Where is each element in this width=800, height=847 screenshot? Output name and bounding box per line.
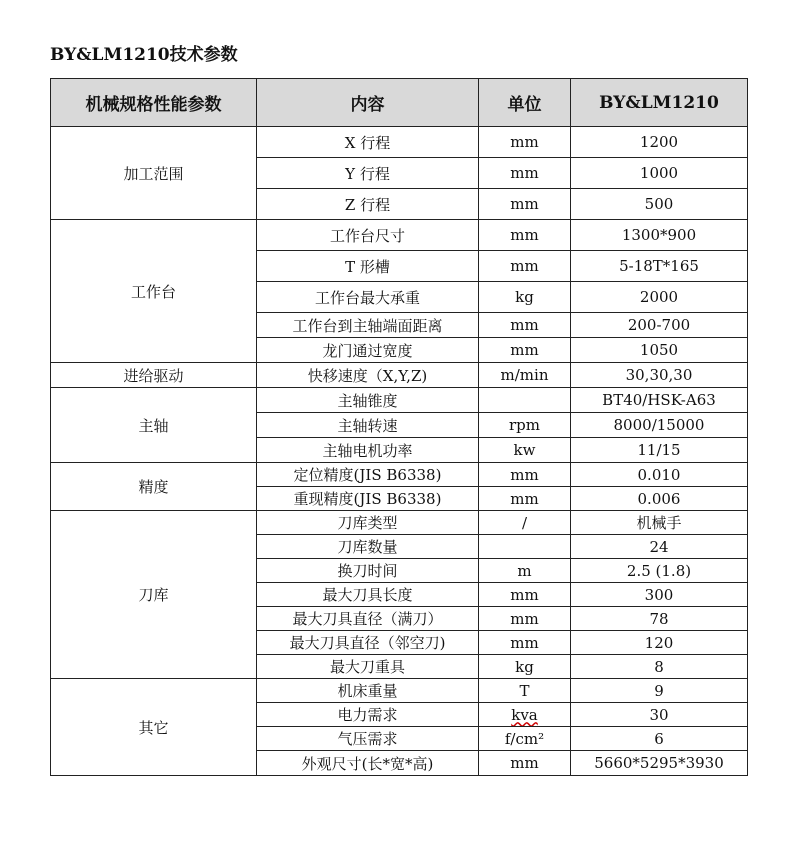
content-cell (257, 583, 479, 607)
value-cell (571, 727, 748, 751)
content-cell (257, 251, 479, 282)
content-cell (257, 535, 479, 559)
value-cell (571, 487, 748, 511)
category-cell: 其它 (51, 679, 257, 776)
value-cell (571, 127, 748, 158)
table-body (51, 127, 748, 776)
value-cell (571, 583, 748, 607)
unit-cell (479, 388, 571, 413)
value-cell-text: 9 (654, 681, 664, 700)
unit-cell-text: mm (510, 164, 539, 182)
value-cell (571, 363, 748, 388)
content-cell-text: 最大刀具长度 (322, 586, 413, 604)
value-cell (571, 607, 748, 631)
content-cell (257, 220, 479, 251)
value-cell-text: 2000 (639, 288, 679, 306)
unit-cell (479, 727, 571, 751)
value-cell-text: 11/15 (637, 441, 681, 459)
table-header-row (51, 79, 748, 127)
value-cell-text: 5660*5295*3930 (594, 754, 724, 772)
unit-cell-text: kw (513, 441, 536, 459)
value-cell-text: 0.010 (637, 465, 681, 484)
content-cell (257, 655, 479, 679)
unit-cell-text: f/cm² (504, 729, 545, 748)
content-cell (257, 679, 479, 703)
value-cell-text: 1300*900 (621, 226, 697, 244)
table-row (51, 388, 748, 413)
unit-cell (479, 413, 571, 438)
table-row (51, 220, 748, 251)
unit-cell-text: T (519, 681, 530, 700)
value-cell (571, 511, 748, 535)
unit-cell-text: / (521, 513, 528, 532)
unit-cell (479, 535, 571, 559)
value-cell (571, 751, 748, 776)
content-cell-text: 快移速度（X,Y,Z) (307, 366, 428, 385)
content-cell (257, 313, 479, 338)
unit-cell-text: mm (510, 489, 539, 508)
value-cell (571, 679, 748, 703)
value-cell (571, 438, 748, 463)
content-cell (257, 413, 479, 438)
value-cell (571, 388, 748, 413)
content-cell-text: 刀库数量 (337, 538, 398, 556)
content-cell-text: 刀库类型 (337, 514, 398, 532)
unit-cell (479, 189, 571, 220)
value-cell-text: 120 (644, 633, 674, 652)
content-cell-text: 工作台最大承重 (314, 288, 420, 307)
value-cell-text: BT40/HSK-A63 (602, 391, 716, 409)
value-cell-text: 5-18T*165 (619, 257, 699, 275)
value-cell (571, 559, 748, 583)
content-cell-text: 最大刀具直径（满刀） (292, 610, 443, 628)
value-cell-text: 1050 (639, 341, 679, 359)
content-cell (257, 338, 479, 363)
content-cell-text: 工作台到主轴端面距离 (292, 316, 443, 335)
unit-cell (479, 583, 571, 607)
header-value: BY&LM1210 (571, 79, 748, 127)
value-cell (571, 313, 748, 338)
category-cell: 加工范围 (51, 127, 257, 220)
content-cell (257, 388, 479, 413)
value-cell-text: 500 (644, 195, 674, 213)
unit-cell-text: mm (510, 226, 539, 244)
content-cell (257, 158, 479, 189)
unit-cell-text: mm (510, 133, 539, 151)
unit-cell (479, 655, 571, 679)
unit-cell (479, 607, 571, 631)
content-cell-text: 定位精度(JIS B6338) (293, 466, 442, 484)
content-cell (257, 631, 479, 655)
content-cell-text: 最大刀具直径（邻空刀) (289, 634, 446, 652)
content-cell-text: Y 行程 (345, 164, 390, 183)
unit-cell (479, 463, 571, 487)
unit-cell (479, 282, 571, 313)
header-content: 内容 (257, 79, 479, 127)
unit-cell-text: mm (510, 257, 539, 275)
unit-cell (479, 363, 571, 388)
content-cell-text: 主轴转速 (337, 416, 398, 435)
value-cell-text: 8000/15000 (613, 416, 705, 434)
unit-cell-text: mm (510, 754, 539, 772)
table-row (51, 127, 748, 158)
content-cell (257, 282, 479, 313)
content-cell-text: 工作台尺寸 (329, 226, 405, 245)
content-cell (257, 463, 479, 487)
content-cell (257, 363, 479, 388)
category-cell: 精度 (51, 463, 257, 511)
content-cell (257, 559, 479, 583)
unit-cell (479, 751, 571, 776)
unit-cell (479, 220, 571, 251)
content-cell-text: 主轴锥度 (337, 391, 398, 410)
unit-cell-text: mm (510, 465, 539, 484)
value-cell (571, 463, 748, 487)
value-cell (571, 535, 748, 559)
content-cell (257, 727, 479, 751)
content-cell (257, 438, 479, 463)
value-cell-text: 30,30,30 (625, 366, 693, 384)
unit-cell-text: mm (510, 633, 539, 652)
header-category: 机械规格性能参数 (51, 79, 257, 127)
value-cell-text: 6 (654, 729, 664, 748)
value-cell-text: 30 (649, 705, 669, 724)
unit-cell-text: m/min (500, 366, 549, 384)
category-cell: 主轴 (51, 388, 257, 463)
content-cell (257, 751, 479, 776)
table-row (51, 679, 748, 703)
value-cell-text: 300 (644, 585, 674, 604)
table-row (51, 511, 748, 535)
value-cell-text: 2.5 (1.8) (626, 561, 692, 580)
unit-cell-text: kva (511, 705, 538, 724)
value-cell (571, 338, 748, 363)
unit-cell-text: mm (510, 316, 539, 334)
category-cell: 刀库 (51, 511, 257, 679)
content-cell-text: X 行程 (344, 133, 391, 152)
content-cell-text: 最大刀重具 (329, 658, 405, 676)
unit-cell-text: mm (510, 585, 539, 604)
unit-cell-text: kg (515, 288, 534, 306)
content-cell-text: 外观尺寸(长*宽*高) (301, 754, 434, 773)
unit-cell (479, 679, 571, 703)
value-cell (571, 251, 748, 282)
content-cell-text: 主轴电机功率 (322, 441, 413, 460)
content-cell (257, 703, 479, 727)
value-cell (571, 631, 748, 655)
unit-cell (479, 251, 571, 282)
category-cell: 进给驱动 (51, 363, 257, 388)
table-row (51, 363, 748, 388)
spec-table (50, 78, 748, 776)
value-cell-text: 78 (649, 609, 669, 628)
content-cell-text: 电力需求 (337, 706, 398, 724)
unit-cell-text: mm (510, 609, 539, 628)
unit-cell (479, 127, 571, 158)
content-cell-text: 机床重量 (337, 682, 398, 700)
value-cell-text: 1000 (639, 164, 679, 182)
content-cell-text: Z 行程 (344, 195, 391, 214)
value-cell-text: 0.006 (637, 489, 681, 508)
content-cell (257, 487, 479, 511)
header-unit: 单位 (479, 79, 571, 127)
content-cell-text: 气压需求 (337, 730, 398, 748)
value-cell (571, 413, 748, 438)
unit-cell-text: kg (515, 657, 534, 676)
unit-cell (479, 559, 571, 583)
unit-cell (479, 631, 571, 655)
table-row (51, 463, 748, 487)
unit-cell (479, 438, 571, 463)
unit-cell (479, 487, 571, 511)
value-cell-text: 1200 (639, 133, 679, 151)
content-cell-text: T 形槽 (345, 257, 390, 276)
content-cell-text: 换刀时间 (337, 562, 398, 580)
value-cell-text: 200-700 (627, 316, 691, 334)
value-cell-text: 24 (649, 537, 669, 556)
unit-cell (479, 158, 571, 189)
value-cell (571, 282, 748, 313)
content-cell (257, 189, 479, 220)
unit-cell (479, 338, 571, 363)
category-cell: 工作台 (51, 220, 257, 363)
value-cell-text: 8 (654, 657, 664, 676)
content-cell-text: 龙门通过宽度 (322, 341, 413, 360)
value-cell (571, 220, 748, 251)
unit-cell (479, 511, 571, 535)
value-cell (571, 655, 748, 679)
value-cell-text: 机械手 (636, 514, 682, 532)
content-cell (257, 511, 479, 535)
unit-cell-text: mm (510, 195, 539, 213)
value-cell (571, 703, 748, 727)
unit-cell (479, 313, 571, 338)
unit-cell-text: mm (510, 341, 539, 359)
content-cell-text: 重现精度(JIS B6338) (293, 490, 442, 508)
content-cell (257, 607, 479, 631)
value-cell (571, 189, 748, 220)
document-title: BY&LM1210技术参数 (50, 45, 238, 65)
value-cell (571, 158, 748, 189)
unit-cell-text: rpm (509, 416, 540, 434)
unit-cell (479, 703, 571, 727)
unit-cell-text: m (517, 561, 532, 580)
content-cell (257, 127, 479, 158)
